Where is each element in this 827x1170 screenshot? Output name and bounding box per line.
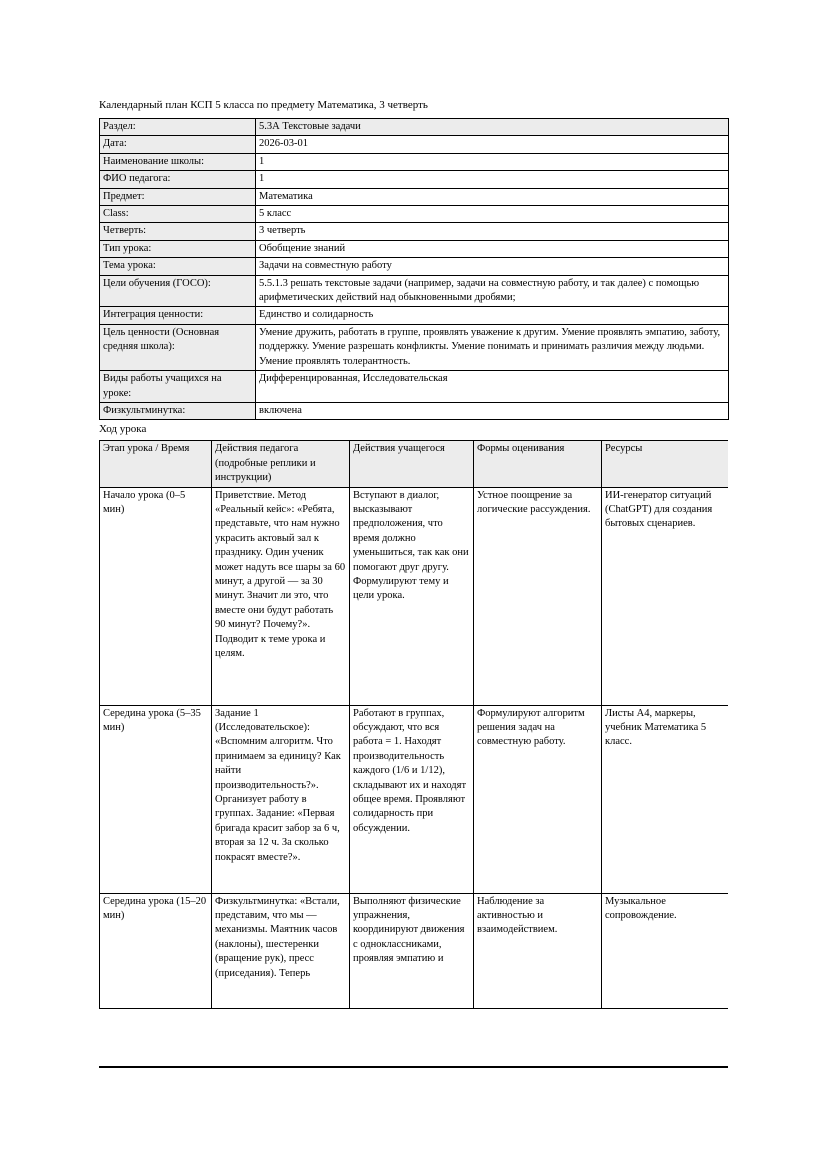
table-row [100,487,729,705]
lesson-flow-heading: Ход урока [99,423,147,436]
table-row [100,153,729,170]
info-row-value: 5.5.1.3 решать текстовые задачи (например, задачи на совместную работу, и так далее) с помощью арифметических действий над обыкновенными дробями; [256,275,729,307]
info-row-label: Тема урока: [100,258,256,275]
info-row-value: включена [256,402,729,419]
info-row-value: Обобщение знаний [256,240,729,257]
info-row-label: Предмет: [100,188,256,205]
info-row-value: 3 четверть [256,223,729,240]
table-row [100,240,729,257]
info-row-label: Дата: [100,136,256,153]
table-row [100,371,729,403]
student-actions-cell: Вступают в диалог, высказывают предположения, что время должно уменьшиться, так как они помогают друг другу. Формулируют тему и цели урока. [350,487,474,705]
info-row-label: Наименование школы: [100,153,256,170]
lesson-stage-cell: Середина урока (5–35 мин) [100,705,212,893]
student-actions-cell: Работают в группах, обсуждают, что вся работа = 1. Находят производительность каждого (1/6 и 1/12), складывают их и находят общее время. Проявляют солидарность при обсуждении. [350,705,474,893]
info-row-label: Четверть: [100,223,256,240]
table-row [100,705,729,893]
table-row [100,893,729,1008]
column-header: Действия педагога (подробные реплики и инструкции) [212,441,350,487]
lesson-stage-cell: Начало урока (0–5 мин) [100,487,212,705]
column-header: Действия учащегося [350,441,474,487]
info-row-value: 1 [256,171,729,188]
column-header: Ресурсы [602,441,729,487]
table-header-row [100,441,729,487]
assessment-forms-cell: Формулируют алгоритм решения задач на совместную работу. [474,705,602,893]
info-row-value: Математика [256,188,729,205]
table-row [100,307,729,324]
lesson-stage-cell: Середина урока (15–20 мин) [100,893,212,1008]
info-row-value: Дифференцированная, Исследовательская [256,371,729,403]
info-row-value: Умение дружить, работать в группе, проявлять уважение к другим. Умение проявлять эмпатию, заботу, поддержку. Умение разрешать конфликты. Умение понимать и принимать различия между людьми. Умение проявлять толерантность. [256,324,729,370]
table-row [100,136,729,153]
info-row-label: ФИО педагога: [100,171,256,188]
info-row-label: Class: [100,206,256,223]
resources-cell: ИИ-генератор ситуаций (ChatGPT) для создания бытовых сценариев. [602,487,729,705]
assessment-forms-cell: Наблюдение за активностью и взаимодействием. [474,893,602,1008]
assessment-forms-cell: Устное поощрение за логические рассуждения. [474,487,602,705]
table-row [100,324,729,370]
page-title: Календарный план КСП 5 класса по предмету Математика, 3 четверть [99,99,428,111]
table-row [100,188,729,205]
info-row-value: Единство и солидарность [256,307,729,324]
teacher-actions-cell: Приветствие. Метод «Реальный кейс»: «Ребята, представьте, что нам нужно украсить актовый зал к празднику. Один ученик может надуть все шары за 60 минут, а другой — за 30 минут. Значит ли это, что вместе они будут работать 90 минут? Почему?». Подводит к теме урока и целям. [212,487,350,705]
info-row-label: Интеграция ценности: [100,307,256,324]
table-row [100,206,729,223]
info-row-value: 5.3А Текстовые задачи [256,119,729,136]
info-row-label: Цели обучения (ГОСО): [100,275,256,307]
page-break-line [99,1066,728,1068]
table-row [100,119,729,136]
info-row-label: Физкультминутка: [100,402,256,419]
lesson-info-table [99,118,729,420]
table-row [100,223,729,240]
table-row [100,258,729,275]
resources-cell: Музыкальное сопровождение. [602,893,729,1008]
resources-cell: Листы А4, маркеры, учебник Математика 5 класс. [602,705,729,893]
lesson-table-clip [99,440,728,1008]
student-actions-cell: Выполняют физические упражнения, координируют движения с одноклассниками, проявляя эмпатию и [350,893,474,1008]
column-header: Этап урока / Время [100,441,212,487]
column-header: Формы оценивания [474,441,602,487]
teacher-actions-cell: Физкультминутка: «Встали, представим, что мы — механизмы. Маятник часов (наклоны), шестеренки (вращение рук), пресс (приседания). Теперь [212,893,350,1008]
info-row-value: 5 класс [256,206,729,223]
info-row-value: Задачи на совместную работу [256,258,729,275]
info-row-label: Тип урока: [100,240,256,257]
info-row-value: 1 [256,153,729,170]
teacher-actions-cell: Задание 1 (Исследовательское): «Вспомним алгоритм. Что принимаем за единицу? Как найти производительность?». Организует работу в группах. Задание: «Первая бригада красит забор за 6 ч, вторая за 12 ч. За сколько покрасят вместе?». [212,705,350,893]
table-row [100,402,729,419]
table-row [100,275,729,307]
document-content [99,98,728,1009]
info-row-label: Цель ценности (Основная средняя школа): [100,324,256,370]
lesson-flow-table [99,440,728,1008]
table-row [100,171,729,188]
info-row-label: Виды работы учащихся на уроке: [100,371,256,403]
info-row-value: 2026-03-01 [256,136,729,153]
info-row-label: Раздел: [100,119,256,136]
